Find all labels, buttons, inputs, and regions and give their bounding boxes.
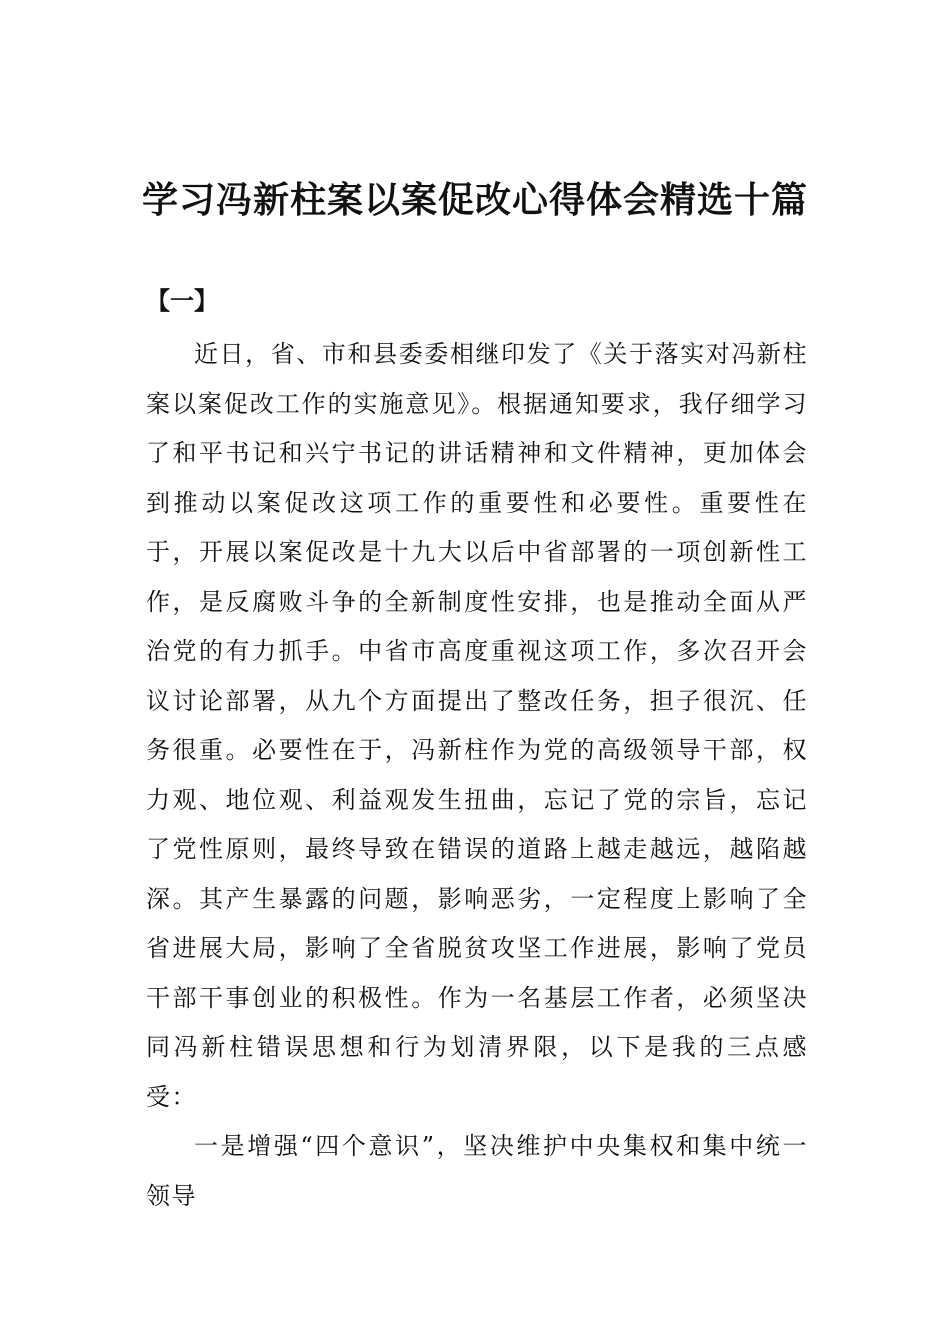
document-body xyxy=(146,330,808,1221)
section-heading: 【一】 xyxy=(146,286,218,315)
document-title: 学习冯新柱案以案促改心得体会精选十篇 xyxy=(141,179,808,221)
body-paragraph: 近日，省、市和县委委相继印发了《关于落实对冯新柱案以案促改工作的实施意见》。根据通知要求，我仔细学习了和平书记和兴宁书记的讲话精神和文件精神，更加体会到推动以案促改这项工作的重要性和必要性。重要性在于，开展以案促改是十九大以后中省部署的一项创新性工作，是反腐败斗争的全新制度性安排，也是推动全面从严治党的有力抓手。中省市高度重视这项工作，多次召开会议讨论部署，从九个方面提出了整改任务，担子很沉、任务很重。必要性在于，冯新柱作为党的高级领导干部，权力观、地位观、利益观发生扭曲，忘记了党的宗旨，忘记了党性原则，最终导致在错误的道路上越走越远，越陷越深。其产生暴露的问题，影响恶劣，一定程度上影响了全省进展大局，影响了全省脱贫攻坚工作进展，影响了党员干部干事创业的积极性。作为一名基层工作者，必须坚决同冯新柱错误思想和行为划清界限，以下是我的三点感受： xyxy=(146,340,808,1111)
body-paragraph: 一是增强“四个意识”，坚决维护中央集权和集中统一领导 xyxy=(146,1132,808,1210)
